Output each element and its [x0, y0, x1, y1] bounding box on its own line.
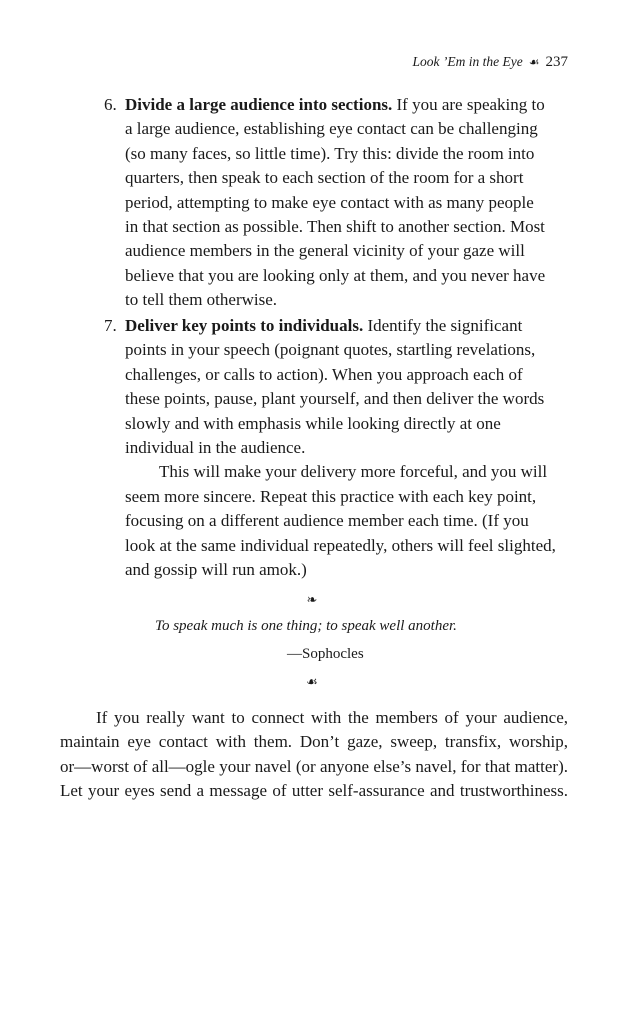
item-number: 7. — [104, 316, 117, 335]
text-line: If you are speaking to — [392, 95, 545, 114]
item-heading: Deliver key points to individuals. — [125, 316, 364, 335]
list-item-7 — [104, 314, 564, 582]
text-line: If you really want to connect with the members of your audience, — [96, 708, 568, 727]
text-line: Let your eyes send a message of utter self-assurance and trustworthiness. — [60, 781, 568, 801]
ornament-icon: ☙ — [528, 55, 540, 69]
text-line: This will make your delivery more forceful, and you will — [159, 462, 548, 482]
text-line: look at the same individual repeatedly, others will feel slighted, — [125, 535, 556, 555]
text-line: focusing on a different audience member each time. (If you — [125, 511, 529, 531]
text-line: individual in the audience. — [125, 438, 306, 458]
text-line: these points, pause, plant yourself, and then deliver the words — [125, 389, 545, 409]
text-line: and gossip will run amok.) — [125, 560, 307, 580]
text-line: period, attempting to make eye contact with as many people — [125, 192, 534, 212]
text-line: or—worst of all—ogle your navel (or anyone else’s navel, for that matter). — [60, 756, 568, 776]
epigraph-quote: To speak much is one thing; to speak well another. — [155, 618, 457, 634]
running-title: Look ’Em in the Eye — [412, 54, 523, 69]
page-number: 237 — [545, 54, 568, 70]
text-line: quarters, then speak to each section of the room for a short — [125, 168, 524, 188]
list-item-6 — [104, 93, 564, 313]
item-number: 6. — [104, 95, 117, 114]
ornament-top-icon: ❧ — [306, 592, 318, 607]
text-line: (so many faces, so little time). Try this: divide the room into — [125, 143, 535, 163]
text-line: seem more sincere. Repeat this practice with each key point, — [125, 486, 537, 506]
text-line: Identify the significant — [363, 316, 523, 335]
text-line: maintain eye contact with them. Don’t gaze, sweep, transfix, worship, — [60, 732, 568, 752]
text-line: in that section as possible. Then shift to another section. Most — [125, 217, 545, 237]
text-line: believe that you are looking only at them, and you never have — [125, 265, 546, 285]
text-line: points in your speech (poignant quotes, startling revelations, — [125, 340, 536, 360]
text-line: challenges, or calls to action). When you approach each of — [125, 364, 523, 384]
text-line: to tell them otherwise. — [125, 290, 278, 310]
item-heading: Divide a large audience into sections. — [125, 95, 393, 114]
text-line: slowly and with emphasis while looking directly at one — [125, 413, 501, 433]
running-header — [413, 54, 568, 71]
text-line: audience members in the general vicinity of your gaze will — [125, 241, 525, 261]
text-line: a large audience, establishing eye contact can be challenging — [125, 119, 538, 139]
epigraph-attribution: —Sophocles — [287, 646, 364, 662]
ornament-bottom-icon: ☙ — [306, 674, 318, 689]
closing-paragraph — [60, 706, 568, 804]
